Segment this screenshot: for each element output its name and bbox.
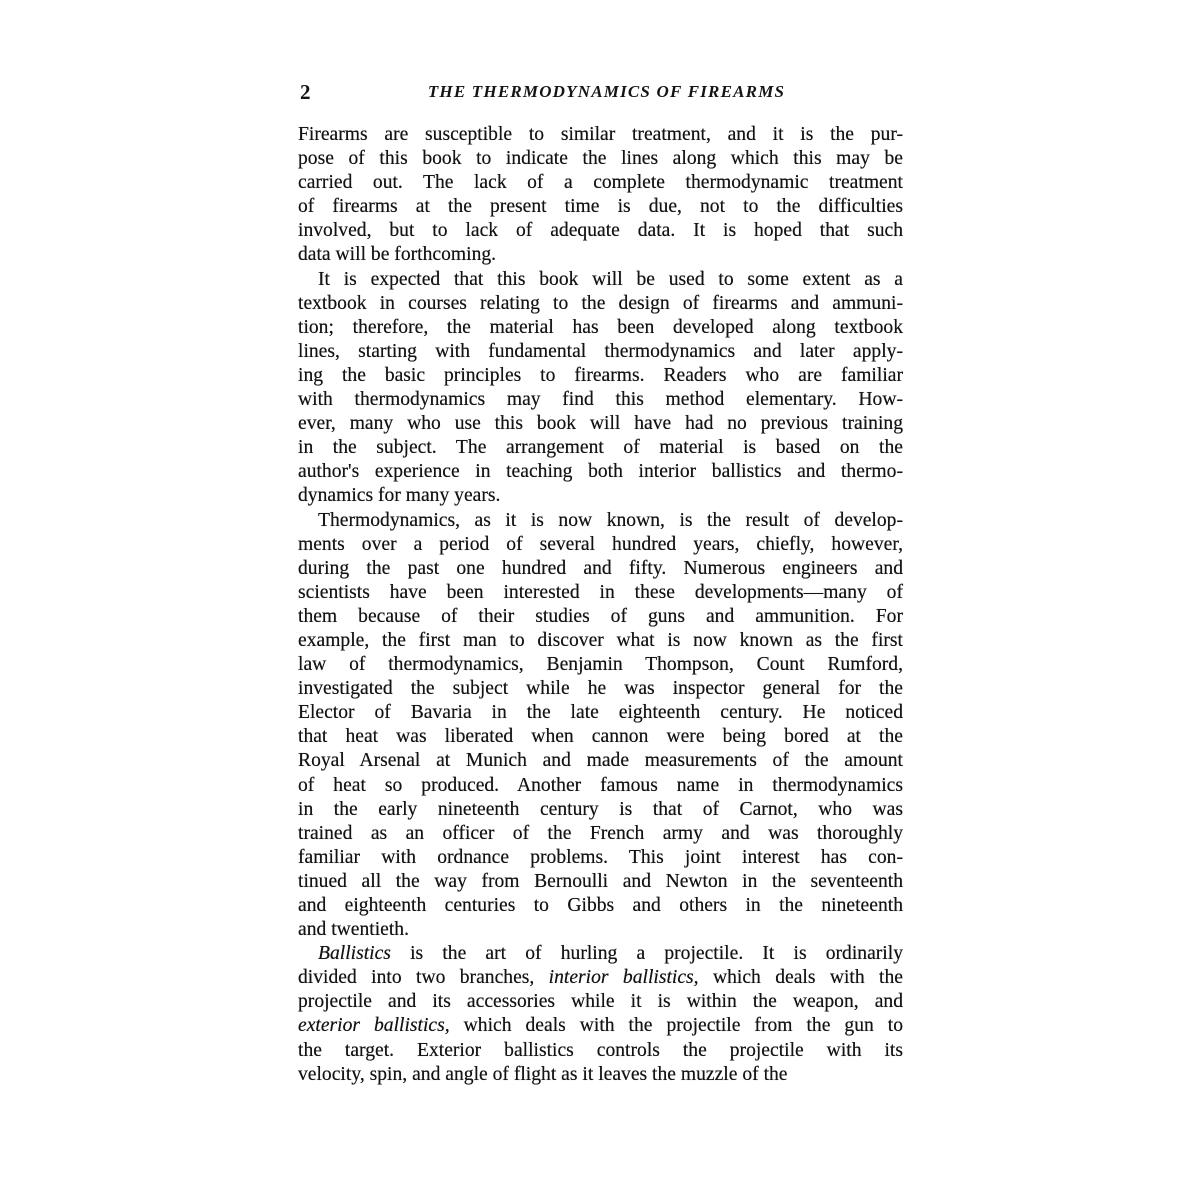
text-line: pose of this book to indicate the lines along which this may be (298, 148, 903, 170)
text-line: textbook in courses relating to the design of firearms and ammuni- (298, 292, 903, 314)
text-line: projectile and its accessories while it is within the weapon, and (298, 991, 903, 1013)
italic-term: exterior ballistics, (298, 1015, 450, 1037)
text-line (298, 1014, 903, 1038)
text-line (298, 942, 903, 966)
paragraph (298, 268, 903, 509)
text-segment: which deals with the (698, 967, 903, 989)
text-line: velocity, spin, and angle of flight as it leaves the muzzle of the (298, 1063, 788, 1085)
text-line: and twentieth. (298, 919, 409, 941)
page-number: 2 (300, 80, 311, 104)
text-line: in the subject. The arrangement of material is based on the (298, 437, 903, 459)
running-header (298, 80, 903, 106)
text-line: example, the first man to discover what is now known as the first (298, 629, 903, 651)
paragraph (298, 942, 903, 1087)
italic-term: Ballistics (318, 943, 391, 965)
text-line: that heat was liberated when cannon were being bored at the (298, 726, 903, 748)
text-line: ever, many who use this book will have had no previous training (298, 413, 903, 435)
text-line: them because of their studies of guns and ammunition. For (298, 605, 903, 627)
text-line: ing the basic principles to firearms. Readers who are familiar (298, 364, 903, 386)
text-line: of firearms at the present time is due, not to the difficulties (298, 196, 903, 218)
text-line: the target. Exterior ballistics controls the projectile with its (298, 1039, 903, 1061)
text-line: familiar with ordnance problems. This joint interest has con- (298, 846, 903, 868)
text-line (298, 966, 903, 990)
text-line: in the early nineteenth century is that of Carnot, who was (298, 798, 903, 820)
text-line: Elector of Bavaria in the late eighteenth century. He noticed (298, 702, 903, 724)
text-line: during the past one hundred and fifty. Numerous engineers and (298, 557, 903, 579)
text-segment: is the art of hurling a projectile. It is ordinarily (390, 943, 903, 965)
text-line: involved, but to lack of adequate data. It is hoped that such (298, 220, 903, 242)
text-line: dynamics for many years. (298, 485, 501, 507)
text-line: law of thermodynamics, Benjamin Thompson, Count Rumford, (298, 654, 903, 676)
text-line: carried out. The lack of a complete thermodynamic treatment (298, 172, 903, 194)
text-segment: divided into two branches, (298, 967, 549, 989)
paragraph (298, 509, 903, 943)
text-line: data will be forthcoming. (298, 244, 497, 266)
text-line: ments over a period of several hundred years, chiefly, however, (298, 533, 903, 555)
text-line: trained as an officer of the French army and was thoroughly (298, 822, 903, 844)
text-segment: which deals with the projectile from the gun to (449, 1015, 904, 1037)
text-line: Firearms are susceptible to similar treatment, and it is the pur- (298, 124, 903, 145)
text-line: tion; therefore, the material has been developed along textbook (298, 316, 903, 338)
text-line: of heat so produced. Another famous name in thermodynamics (298, 774, 903, 796)
text-line: lines, starting with fundamental thermodynamics and later apply- (298, 340, 903, 362)
text-line: Royal Arsenal at Munich and made measurements of the amount (298, 750, 903, 772)
text-line: investigated the subject while he was inspector general for the (298, 678, 903, 700)
text-line: with thermodynamics may find this method elementary. How- (298, 389, 903, 411)
text-line: tinued all the way from Bernoulli and Newton in the seventeenth (298, 870, 903, 892)
text-line: and eighteenth centuries to Gibbs and others in the nineteenth (298, 895, 903, 916)
text-line: scientists have been interested in these developments—many of (298, 581, 903, 603)
body-text (298, 123, 903, 1087)
text-line: author's experience in teaching both interior ballistics and thermo- (298, 461, 903, 483)
paragraph (298, 123, 903, 268)
text-line: Thermodynamics, as it is now known, is the result of develop- (318, 509, 903, 531)
italic-term: interior ballistics, (548, 967, 699, 989)
text-line: It is expected that this book will be used to some extent as a (318, 268, 903, 290)
running-title: THE THERMODYNAMICS OF FIREARMS (427, 82, 786, 101)
